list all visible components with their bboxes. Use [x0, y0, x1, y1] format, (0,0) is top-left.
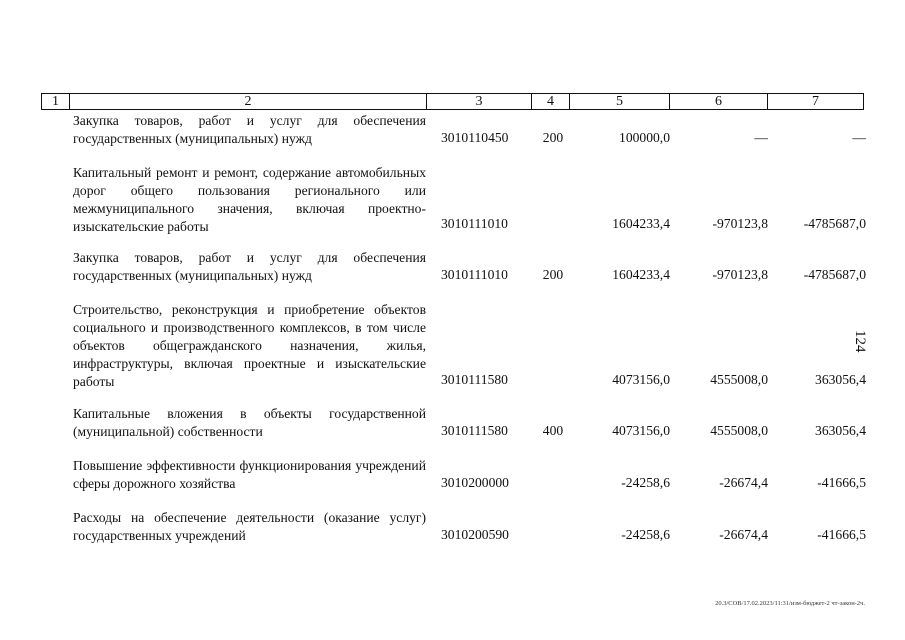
row-description: Строительство, реконструкция и приобретение объектов социального и производственного комплексов, в том числе объектов общегражданского назначения, жилья, инфраструктуры, включая проектные и изыскательские работы: [73, 302, 426, 389]
row-expense-kind: 200: [542, 130, 564, 145]
column-number-header: [41, 93, 864, 110]
row-expense-kind: 400: [542, 423, 564, 438]
row-description: Закупка товаров, работ и услуг для обеспечения государственных (муниципальных) нужд: [73, 250, 426, 283]
row-value-col6: -970123,8: [712, 267, 768, 282]
column-header-1: 1: [42, 94, 70, 109]
row-value-col5: -24258,6: [621, 527, 670, 542]
row-value-col6: —: [754, 130, 768, 145]
row-description: Капитальные вложения в объекты государственной (муниципальной) собственности: [73, 406, 426, 439]
row-value-col5: 1604233,4: [612, 216, 670, 231]
column-header-4: 4: [532, 94, 570, 109]
row-value-col5: -24258,6: [621, 475, 670, 490]
column-header-6: 6: [670, 94, 768, 109]
row-value-col6: -970123,8: [712, 216, 768, 231]
row-value-col7: -4785687,0: [803, 216, 866, 231]
row-value-col7: 363056,4: [815, 423, 866, 438]
column-header-5: 5: [570, 94, 670, 109]
row-description: Расходы на обеспечение деятельности (оказание услуг) государственных учреждений: [73, 510, 426, 543]
row-code: 3010111580: [441, 372, 508, 387]
row-value-col5: 4073156,0: [612, 372, 670, 387]
column-header-2: 2: [70, 94, 427, 109]
row-value-col7: 363056,4: [815, 372, 866, 387]
row-value-col7: —: [852, 130, 866, 145]
row-value-col7: -41666,5: [817, 475, 866, 490]
column-header-3: 3: [427, 94, 532, 109]
footer-document-reference: 20.3/СОВ/17.02.2023/11:31/изм-бюджет-2 чт-закон-2ч.: [715, 600, 865, 607]
row-value-col6: -26674,4: [719, 527, 768, 542]
row-code: 3010110450: [441, 130, 509, 145]
row-value-col6: -26674,4: [719, 475, 768, 490]
row-value-col5: 1604233,4: [612, 267, 670, 282]
row-value-col7: -4785687,0: [803, 267, 866, 282]
row-description: Капитальный ремонт и ремонт, содержание автомобильных дорог общего пользования регионального или межмуниципального значения, включая проектно-изыскательские работы: [73, 165, 426, 234]
row-code: 3010111010: [441, 267, 508, 282]
row-code: 3010111010: [441, 216, 508, 231]
row-expense-kind: 200: [542, 267, 564, 282]
row-value-col6: 4555008,0: [710, 372, 768, 387]
row-code: 3010111580: [441, 423, 508, 438]
row-value-col5: 100000,0: [619, 130, 670, 145]
row-code: 3010200000: [441, 475, 509, 490]
row-description: Повышение эффективности функционирования учреждений сферы дорожного хозяйства: [73, 458, 426, 491]
row-value-col6: 4555008,0: [710, 423, 768, 438]
page-number: 124: [852, 330, 868, 353]
row-value-col7: -41666,5: [817, 527, 866, 542]
row-value-col5: 4073156,0: [612, 423, 670, 438]
row-code: 3010200590: [441, 527, 509, 542]
row-description: Закупка товаров, работ и услуг для обеспечения государственных (муниципальных) нужд: [73, 113, 426, 146]
column-header-7: 7: [812, 94, 819, 109]
